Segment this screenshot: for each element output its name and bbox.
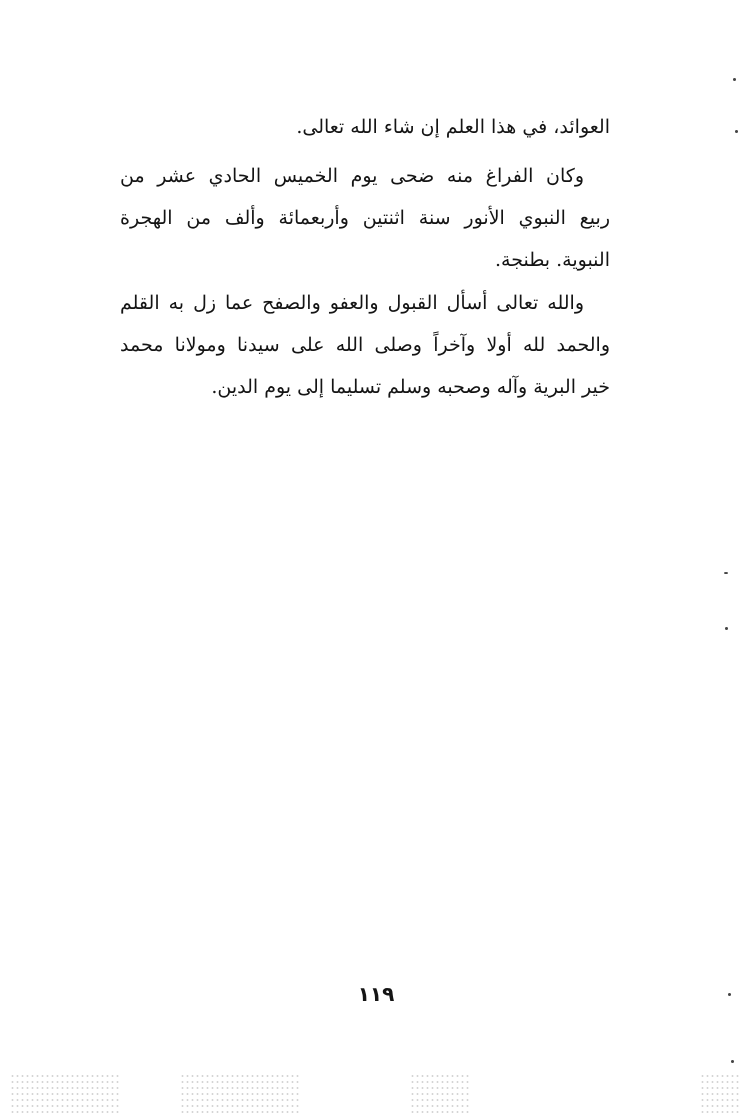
- page-number: ١١٩: [357, 982, 395, 1006]
- paragraph-completion-date: [120, 155, 610, 281]
- paragraph-prayer: [120, 282, 610, 408]
- scan-noise: [410, 1073, 470, 1113]
- scan-speck: [733, 78, 736, 81]
- text-line: خير البرية وآله وصحبه وسلم تسليما إلى يوم الدين.: [211, 376, 610, 398]
- scan-noise: [10, 1073, 120, 1113]
- scan-speck: [731, 1060, 734, 1063]
- text-line: والحمد لله أولا وآخراً وصلى الله على سيدنا ومولانا محمد: [120, 334, 610, 356]
- text-line: النبوية. بطنجة.: [494, 249, 610, 271]
- text-line: والله تعالى أسأل القبول والعفو والصفح عما زل به القلم: [120, 292, 584, 314]
- scan-speck: [724, 572, 728, 574]
- scan-speck: [728, 993, 731, 996]
- text-line: وكان الفراغ منه ضحى يوم الخميس الحادي عشر من: [120, 165, 584, 187]
- scan-speck: [735, 130, 738, 133]
- scan-noise: [180, 1073, 300, 1113]
- paragraph-closing-remark: [120, 106, 610, 148]
- text-line: ربيع النبوي الأنور سنة اثنتين وأربعمائة وألف من الهجرة: [120, 207, 610, 229]
- scan-noise: [700, 1073, 740, 1113]
- scan-speck: [725, 627, 728, 630]
- text-line: العوائد، في هذا العلم إن شاء الله تعالى.: [296, 116, 610, 138]
